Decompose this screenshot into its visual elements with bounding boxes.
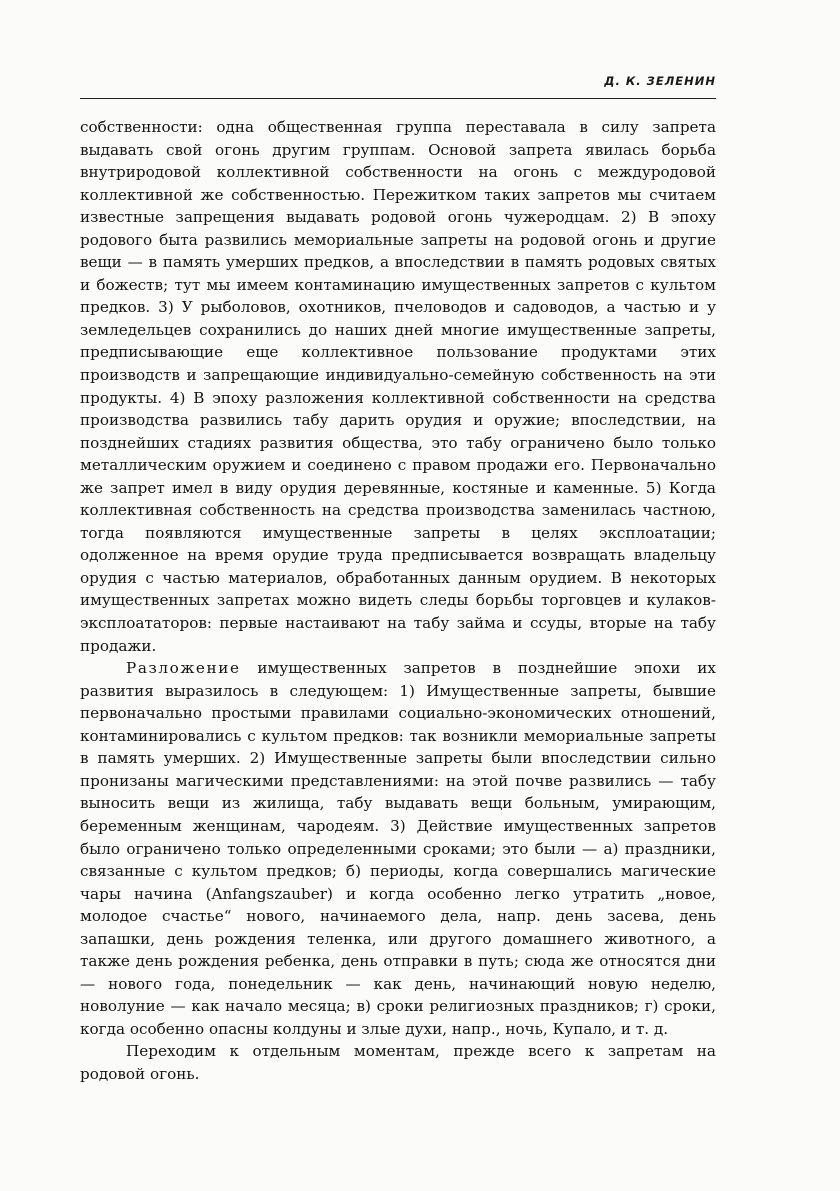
paragraph-3: Переходим к отдельным моментам, прежде всего к запретам на родовой огонь. [80, 1042, 716, 1083]
page-header [80, 68, 716, 99]
paragraph-1: собственности: одна общественная группа переставала в силу запрета выдавать свой огонь другим группам. Основой запрета явилась борьба внутриродовой коллективной собственности на огонь с междуродовой коллективной же собственностью. Пережитком таких запретов мы считаем известные запрещения выдавать родовой огонь чужеродцам. 2) В эпоху родового быта развились мемориальные запреты на родовой огонь и другие вещи — в память умерших предков, а впоследствии в память родовых святых и божеств; тут мы имеем контаминацию имущественных запретов с культом предков. 3) У рыболовов, охотников, пчеловодов и садоводов, а частью и у земледельцев сохранились до наших дней многие имущественные запреты, предписывающие еще коллективное пользование продуктами этих производств и запрещающие индивидуально-семейную собственность на эти продукты. 4) В эпоху разложения коллективной собственности на средства производства развились табу дарить орудия и оружие; впоследствии, на позднейших стадиях развития общества, это табу ограничено было только металлическим оружием и соединено с правом продажи его. Первоначально же запрет имел в виду орудия деревянные, костяные и каменные. 5) Когда коллективная собственность на средства производства заменилась частною, тогда появляются имущественные запреты в целях эксплоатации; одолженное на время орудие труда предписывается возвращать владельцу орудия с частью материалов, обработанных данным орудием. В некоторых имущественных запретах можно видеть следы борьбы торговцев и кулаков-эксплоататоров: первые настаивают на табу займа и ссуды, вторые на табу продажи. [80, 118, 716, 655]
running-head: Д. К. ЗЕЛЕНИН [604, 74, 716, 88]
paragraph-2 [80, 657, 716, 1040]
paragraph-2-lead: Разложение [126, 659, 241, 678]
body-text [80, 116, 716, 1086]
paragraph-2-text: имущественных запретов в позднейшие эпохи их развития выразилось в следующем: 1) Имущественные запреты, бывшие первоначально простыми правилами социально-экономических отношений, контаминировались с культом предков: так возникли мемориальные запреты в память умерших. 2) Имущественные запреты были впоследствии сильно пронизаны магическими представлениями: на этой почве развились — табу выносить вещи из жилища, табу выдавать вещи больным, умирающим, беременным женщинам, чародеям. 3) Действие имущественных запретов было ограничено только определенными сроками; это были — а) праздники, связанные с культом предков; б) периоды, когда совершались магические чары начина (Anfangszauber) и когда особенно легко утратить „новое, молодое счастье“ нового, начинаемого дела, напр. день засева, день запашки, день рождения теленка, или другого домашнего животного, а также день рождения ребенка, день отправки в путь; сюда же относятся дни — нового года, понедельник — как день, начинающий новую неделю, новолуние — как начало месяца; в) сроки религиозных праздников; г) сроки, когда особенно опасны колдуны и злые духи, напр., ночь, Купало, и т. д. [80, 659, 716, 1038]
